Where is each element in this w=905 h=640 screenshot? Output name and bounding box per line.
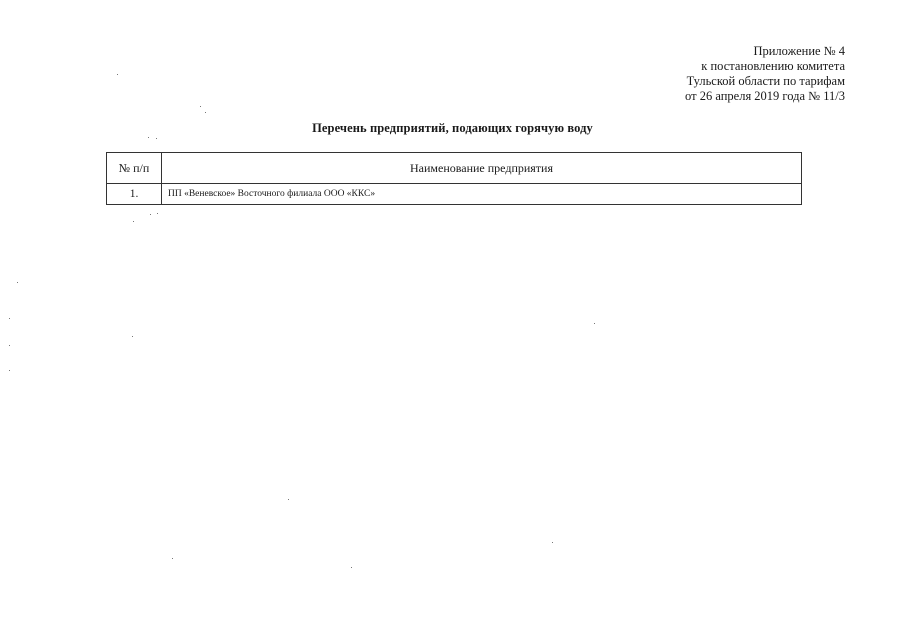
appendix-number: Приложение № 4 <box>753 44 845 58</box>
scan-speck <box>552 542 553 543</box>
scan-speck <box>133 221 134 222</box>
row-enterprise-name: ПП «Веневское» Восточного филиала ООО «ККС» <box>162 184 802 205</box>
scan-speck <box>9 370 10 371</box>
scan-speck <box>9 345 10 346</box>
scan-speck <box>9 318 10 319</box>
scan-speck <box>117 74 118 75</box>
scan-speck <box>132 336 133 337</box>
appendix-resolution-ref: к постановлению комитета <box>701 59 845 73</box>
row-number: 1. <box>107 184 162 205</box>
table-header-row <box>107 153 802 184</box>
document-title: Перечень предприятий, подающих горячую воду <box>312 121 593 135</box>
scan-speck <box>148 137 149 138</box>
enterprise-table <box>106 152 802 205</box>
appendix-block <box>685 44 845 104</box>
scan-speck <box>150 214 151 215</box>
scan-speck <box>205 112 206 113</box>
header-number: № п/п <box>107 153 162 184</box>
scan-speck <box>17 282 18 283</box>
scan-speck <box>172 558 173 559</box>
appendix-committee: Тульской области по тарифам <box>686 74 845 88</box>
scan-speck <box>351 567 352 568</box>
scan-speck <box>594 323 595 324</box>
scan-speck <box>157 213 158 214</box>
scan-speck <box>156 138 157 139</box>
header-name: Наименование предприятия <box>162 153 802 184</box>
scan-speck <box>200 106 201 107</box>
appendix-date: от 26 апреля 2019 года № 11/3 <box>685 89 845 103</box>
table-row <box>107 184 802 205</box>
scan-speck <box>288 499 289 500</box>
